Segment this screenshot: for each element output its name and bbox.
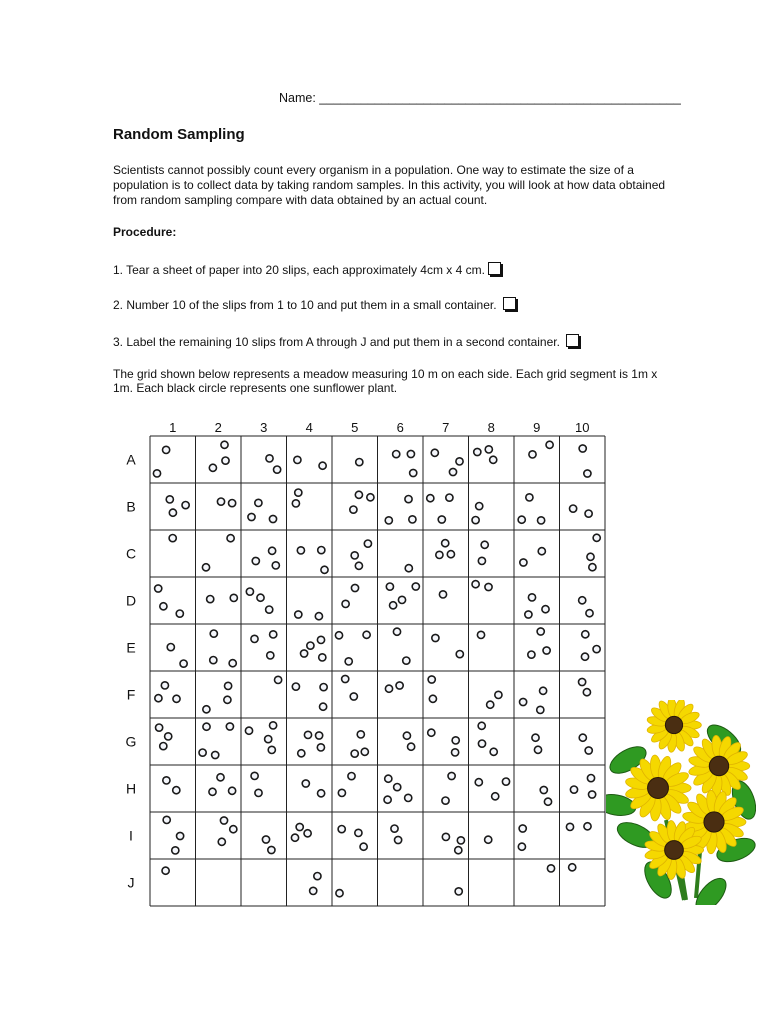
sunflower-plant <box>579 445 586 452</box>
sunflower-plant <box>528 594 535 601</box>
sunflower-plant <box>455 847 462 854</box>
column-label: 6 <box>396 420 404 435</box>
sunflower-plant <box>229 500 236 507</box>
sunflower-plant <box>160 743 167 750</box>
sunflower-plant <box>364 540 371 547</box>
sunflower-plant <box>318 790 325 797</box>
sunflower-plant <box>384 796 391 803</box>
sunflower-plant <box>537 628 544 635</box>
sunflower-plant <box>472 581 479 588</box>
sunflower-plant <box>266 455 273 462</box>
sunflower-plant <box>457 837 464 844</box>
sunflower-plant <box>209 788 216 795</box>
sunflower-plant <box>405 496 412 503</box>
column-label: 1 <box>169 420 177 435</box>
sunflower-plant <box>472 517 479 524</box>
sunflower-plant <box>301 650 308 657</box>
sunflower-plant <box>547 865 554 872</box>
sunflower-plant <box>405 565 412 572</box>
sunflower-plant <box>165 733 172 740</box>
row-label: J <box>127 874 135 891</box>
sunflower-plant <box>360 843 367 850</box>
flower-center <box>704 812 724 832</box>
sunflower-plant <box>229 787 236 794</box>
sunflower-plant <box>385 517 392 524</box>
sunflower-plant <box>255 499 262 506</box>
sunflower-plant <box>436 551 443 558</box>
sunflower-plant <box>338 789 345 796</box>
sunflower-plant <box>275 676 282 683</box>
sunflower-plant <box>442 797 449 804</box>
sunflower-plant <box>357 731 364 738</box>
sunflower-plant <box>180 660 187 667</box>
sunflower-plant <box>291 834 298 841</box>
sunflower-plant <box>393 451 400 458</box>
sunflower-plant <box>403 657 410 664</box>
sunflower-plant <box>222 457 229 464</box>
sunflower-plant <box>210 657 217 664</box>
row-label: C <box>125 545 137 562</box>
sunflower-plant <box>589 564 596 571</box>
sunflower-plant <box>310 887 317 894</box>
sunflower-plant <box>203 706 210 713</box>
sunflower-plant <box>172 847 179 854</box>
sunflower-plant <box>409 516 416 523</box>
sunflower-plant <box>246 588 253 595</box>
sunflower-plant <box>255 789 262 796</box>
sunflower-plant <box>268 746 275 753</box>
sunflower-plant <box>317 636 324 643</box>
page-title: Random Sampling <box>113 126 245 143</box>
sunflower-plant <box>455 888 462 895</box>
sunflower-plant <box>412 583 419 590</box>
sunflower-plant <box>478 740 485 747</box>
sunflower-plant <box>345 658 352 665</box>
sunflower-plant <box>224 696 231 703</box>
sunflower-plant <box>270 722 277 729</box>
sunflower-plant <box>391 825 398 832</box>
sunflower-plant <box>169 535 176 542</box>
sunflower-plant <box>212 751 219 758</box>
sunflower-plant <box>355 829 362 836</box>
sunflower-plant <box>487 701 494 708</box>
sunflower-plant <box>537 706 544 713</box>
sunflower-plant <box>546 441 553 448</box>
sunflower-plant <box>218 838 225 845</box>
sunflower-plant <box>262 836 269 843</box>
sunflower-plant <box>163 816 170 823</box>
checkbox-icon[interactable] <box>503 297 516 310</box>
sunflower-plant <box>394 784 401 791</box>
sunflower-plant <box>584 470 591 477</box>
sunflower-plant <box>272 562 279 569</box>
sunflower-plant <box>317 744 324 751</box>
sunflower-plant <box>566 823 573 830</box>
sunflower-plant <box>569 864 576 871</box>
sunflower-plant <box>166 496 173 503</box>
sunflower-plant <box>593 534 600 541</box>
row-label: E <box>126 639 136 656</box>
sunflower-plant <box>385 775 392 782</box>
sunflower-plant <box>439 591 446 598</box>
sunflower-plant <box>519 825 526 832</box>
sunflower-plant <box>203 723 210 730</box>
sunflower-plant <box>477 631 484 638</box>
sunflower-plant <box>350 693 357 700</box>
sunflower-plant <box>587 775 594 782</box>
sunflower-plant <box>297 547 304 554</box>
sunflower-plant <box>292 500 299 507</box>
sunflower-plant <box>448 772 455 779</box>
sunflower-plant <box>528 651 535 658</box>
sunflower-plant <box>295 489 302 496</box>
sunflower-plant <box>163 777 170 784</box>
sunflower-plant <box>403 732 410 739</box>
sunflower-plant <box>390 602 397 609</box>
sunflower-plant <box>199 749 206 756</box>
sunflower-plant <box>449 468 456 475</box>
row-label: B <box>126 498 136 515</box>
sunflower-plant <box>525 611 532 618</box>
sunflower-plant <box>251 635 258 642</box>
sunflower-plant <box>485 836 492 843</box>
sunflower-plant <box>351 584 358 591</box>
sunflower-plant <box>520 559 527 566</box>
sunflower-plant <box>579 597 586 604</box>
sunflower-plant <box>542 606 549 613</box>
sunflower-plant <box>584 823 591 830</box>
sunflower-plant <box>314 873 321 880</box>
name-line: Name: ____________________________________________________ <box>279 91 681 105</box>
sunflower-plant <box>589 791 596 798</box>
sunflower-plant <box>538 517 545 524</box>
sunflower-plant <box>336 890 343 897</box>
sunflower-plant <box>351 552 358 559</box>
sunflower-plant <box>428 729 435 736</box>
sunflower-plant <box>348 773 355 780</box>
intro-paragraph: Scientists cannot possibly count every organism in a population. One way to estimate the size of a population is to collect data by taking random samples. In this activity, you will look at how data obtained from random sampling compare with data obtained by an actual count. <box>113 163 666 207</box>
sunflower-plant <box>543 647 550 654</box>
sunflower-plant <box>582 631 589 638</box>
sunflower-plant <box>318 547 325 554</box>
procedure-step-2 <box>113 297 516 312</box>
sunflower-plant <box>442 833 449 840</box>
sunflower-plant <box>209 464 216 471</box>
sunflower-plant <box>474 448 481 455</box>
sunflower-plant <box>442 540 449 547</box>
procedure-heading: Procedure: <box>113 225 177 239</box>
sunflower-plant <box>257 594 264 601</box>
sunflower-plant <box>265 736 272 743</box>
sunflower-plant <box>351 750 358 757</box>
sunflower-plant <box>163 446 170 453</box>
sunflower-plant <box>490 456 497 463</box>
sunflower-head <box>688 735 750 797</box>
sunflower-plant <box>156 724 163 731</box>
sunflower-plant <box>495 691 502 698</box>
sunflower-plant <box>481 541 488 548</box>
sunflower-plant <box>342 675 349 682</box>
sunflower-plant <box>269 547 276 554</box>
sunflower-plant <box>456 458 463 465</box>
sunflower-plant <box>335 632 342 639</box>
sunflower-plant <box>296 823 303 830</box>
sunflower-plant <box>304 830 311 837</box>
column-label: 7 <box>442 420 450 435</box>
sunflower-plant <box>221 441 228 448</box>
sunflower-plant <box>153 470 160 477</box>
sunflower-plant <box>570 786 577 793</box>
sunflower-plant <box>350 506 357 513</box>
sunflower-plant <box>485 583 492 590</box>
sunflower-plant <box>502 778 509 785</box>
sunflower-plant <box>405 794 412 801</box>
sunflower-plant <box>319 654 326 661</box>
sunflower-plant <box>583 689 590 696</box>
sunflower-plant <box>526 494 533 501</box>
row-label: H <box>125 780 137 797</box>
sunflower-plant <box>452 749 459 756</box>
sunflower-plant <box>270 631 277 638</box>
row-label: F <box>126 686 136 703</box>
sunflower-plant <box>173 695 180 702</box>
sunflower-plant <box>540 687 547 694</box>
sunflower-plant <box>298 750 305 757</box>
sunflower-plant <box>356 459 363 466</box>
sunflower-plant <box>540 786 547 793</box>
sunflower-plant <box>210 630 217 637</box>
sunflower-plant <box>321 566 328 573</box>
sunflower-plant <box>267 652 274 659</box>
sunflower-plant <box>478 722 485 729</box>
sunflower-plant <box>456 651 463 658</box>
sunflower-bouquet-illustration <box>606 700 756 905</box>
sunflower-plant <box>407 450 414 457</box>
sunflower-plant <box>427 495 434 502</box>
sunflower-plant <box>169 509 176 516</box>
sunflower-plant <box>395 836 402 843</box>
sunflower-plant <box>245 727 252 734</box>
sunflower-plant <box>161 682 168 689</box>
sunflower-plant <box>338 826 345 833</box>
sunflower-plant <box>182 502 189 509</box>
sunflower-plant <box>570 505 577 512</box>
column-label: 9 <box>533 420 541 435</box>
column-label: 3 <box>260 420 268 435</box>
meadow-grid <box>110 415 610 911</box>
sunflower-plant <box>492 793 499 800</box>
sunflower-plant <box>428 676 435 683</box>
sunflower-plant <box>162 867 169 874</box>
sunflower-plant <box>269 515 276 522</box>
sunflower-plant <box>532 734 539 741</box>
procedure-step-3 <box>113 334 579 349</box>
sunflower-plant <box>385 685 392 692</box>
sunflower-plant <box>230 594 237 601</box>
column-label: 8 <box>487 420 495 435</box>
sunflower-plant <box>452 737 459 744</box>
sunflower-plant <box>167 644 174 651</box>
sunflower-plant <box>230 826 237 833</box>
column-label: 2 <box>214 420 222 435</box>
column-label: 4 <box>305 420 313 435</box>
sunflower-plant <box>490 748 497 755</box>
sunflower-plant <box>268 846 275 853</box>
sunflower-plant <box>485 446 492 453</box>
step-text: 2. Number 10 of the slips from 1 to 10 and put them in a small container. <box>113 298 497 312</box>
sunflower-plant <box>478 557 485 564</box>
sunflower-plant <box>217 498 224 505</box>
sunflower-plant <box>585 747 592 754</box>
step-text: 1. Tear a sheet of paper into 20 slips, each approximately 4cm x 4 cm. <box>113 263 485 277</box>
sunflower-plant <box>396 682 403 689</box>
sunflower-plant <box>398 596 405 603</box>
sunflower-plant <box>431 449 438 456</box>
grid-description: The grid shown below represents a meadow measuring 10 m on each side. Each grid segment is 1m x 1m. Each black circle represents one sunflower plant. <box>113 367 658 395</box>
sunflower-plant <box>252 557 259 564</box>
sunflower-plant <box>227 535 234 542</box>
sunflower-plant <box>294 456 301 463</box>
sunflower-plant <box>544 798 551 805</box>
sunflower-plant <box>316 732 323 739</box>
sunflower-plant <box>304 731 311 738</box>
sunflower-plant <box>307 642 314 649</box>
sunflower-plant <box>587 553 594 560</box>
sunflower-plant <box>292 683 299 690</box>
sunflower-plant <box>520 698 527 705</box>
flower-center <box>648 778 669 799</box>
sunflower-plant <box>518 843 525 850</box>
column-label: 5 <box>351 420 359 435</box>
sunflower-plant <box>217 774 224 781</box>
flower-center <box>709 756 728 775</box>
sunflower-plant <box>207 596 214 603</box>
row-label: G <box>125 733 137 750</box>
sunflower-plant <box>581 653 588 660</box>
sunflower-plant <box>295 611 302 618</box>
sunflower-plant <box>476 503 483 510</box>
sunflower-head <box>646 700 701 753</box>
sunflower-plant <box>438 516 445 523</box>
sunflower-plant <box>220 817 227 824</box>
sunflower-plant <box>248 513 255 520</box>
sunflower-plant <box>342 600 349 607</box>
sunflower-plant <box>320 684 327 691</box>
sunflower-plant <box>251 772 258 779</box>
sunflower-plant <box>302 780 309 787</box>
sunflower-plant <box>225 682 232 689</box>
sunflower-plant <box>432 634 439 641</box>
row-label: A <box>126 451 136 468</box>
sunflower-plant <box>160 603 167 610</box>
sunflower-plant <box>429 695 436 702</box>
sunflower-plant <box>585 510 592 517</box>
sunflower-plant <box>315 613 322 620</box>
sunflower-plant <box>393 628 400 635</box>
sunflower-plant <box>155 585 162 592</box>
sunflower-plant <box>173 787 180 794</box>
sunflower-plant <box>320 703 327 710</box>
sunflower-plant <box>363 631 370 638</box>
sunflower-plant <box>579 678 586 685</box>
sunflower-plant <box>447 551 454 558</box>
sunflower-plant <box>202 564 209 571</box>
sunflower-plant <box>518 516 525 523</box>
sunflower-plant <box>355 491 362 498</box>
sunflower-plant <box>475 779 482 786</box>
checkbox-icon[interactable] <box>566 334 579 347</box>
procedure-step-1 <box>113 262 501 277</box>
sunflower-plant <box>274 466 281 473</box>
sunflower-plant <box>586 610 593 617</box>
sunflower-plant <box>534 746 541 753</box>
sunflower-plant <box>579 734 586 741</box>
sunflower-plant <box>446 494 453 501</box>
sunflower-plant <box>155 695 162 702</box>
step-text: 3. Label the remaining 10 slips from A through J and put them in a second container. <box>113 335 560 349</box>
sunflower-plant <box>538 548 545 555</box>
checkbox-icon[interactable] <box>488 262 501 275</box>
sunflower-plant <box>355 562 362 569</box>
flower-center <box>665 841 684 860</box>
sunflower-plant <box>367 494 374 501</box>
sunflower-plant <box>176 610 183 617</box>
sunflower-plant <box>386 583 393 590</box>
sunflower-plant <box>361 748 368 755</box>
flower-center <box>665 716 682 733</box>
sunflower-plant <box>319 462 326 469</box>
sunflower-plant <box>529 451 536 458</box>
sunflower-plant <box>410 469 417 476</box>
sunflower-plant <box>408 743 415 750</box>
sunflower-plant <box>229 660 236 667</box>
sunflower-plant <box>226 723 233 730</box>
sunflower-plant <box>266 606 273 613</box>
column-label: 10 <box>575 420 590 435</box>
row-label: D <box>125 592 137 609</box>
sunflower-plant <box>593 646 600 653</box>
row-label: I <box>129 827 133 844</box>
sunflower-plant <box>177 832 184 839</box>
